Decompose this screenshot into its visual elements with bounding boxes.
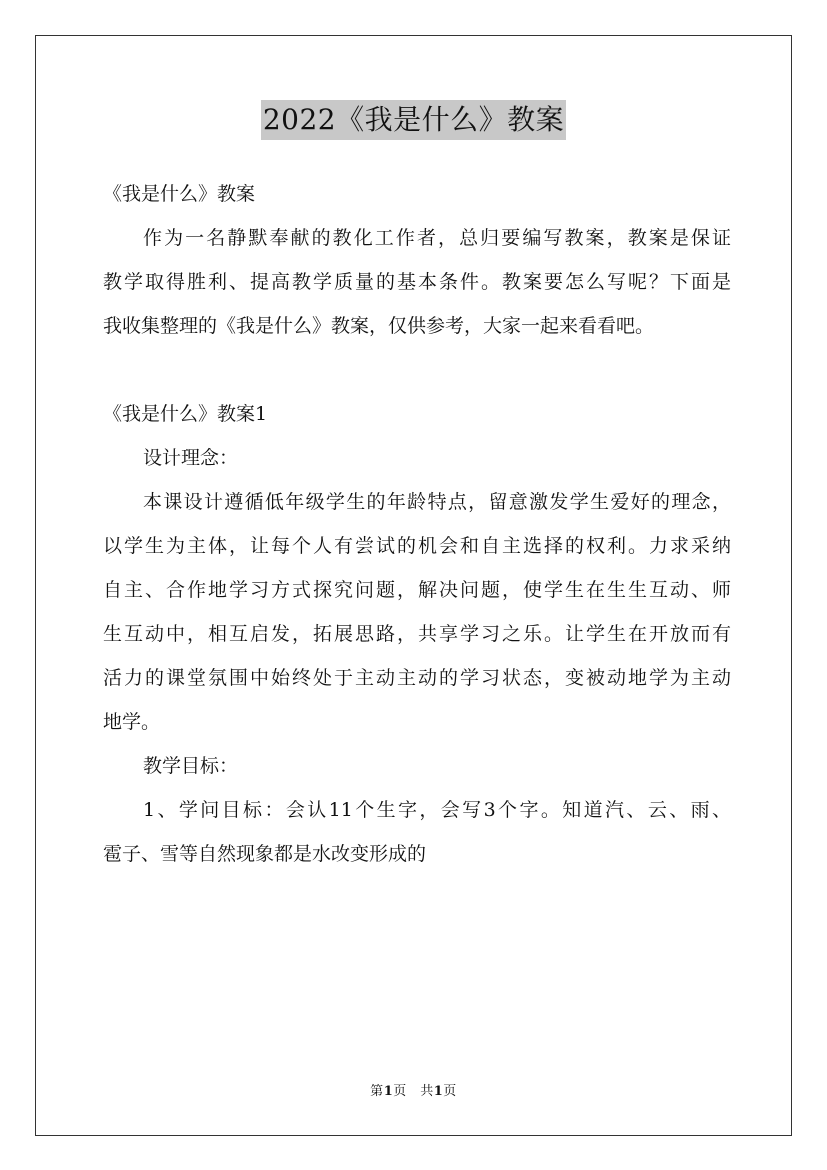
goal-line: 1、学问目标：会认11个生字，会写3个字。知道汽、云、雨、 [143,799,731,821]
footer-page-current: 1 [383,1084,394,1099]
design-line: 本课设计遵循低年级学生的年龄特点，留意激发学生爱好的理念， [143,491,731,513]
goal-line: 雹子、雪等自然现象都是水改变形成的 [103,843,427,865]
footer-mid: 页 共 [393,1084,434,1099]
design-line: 活力的课堂氛围中始终处于主动主动的学习状态，变被动地学为主动 [103,667,731,689]
footer-page-total: 1 [433,1084,444,1099]
subtitle: 《我是什么》教案 [103,183,256,205]
footer-prefix: 第 [370,1084,384,1099]
intro-line: 教学取得胜利、提高教学质量的基本条件。教案要怎么写呢？下面是 [103,271,731,293]
title-container [0,100,827,140]
document-body [103,172,731,876]
document-title: 2022《我是什么》教案 [261,100,566,140]
page-footer [0,1083,827,1101]
footer-suffix: 页 [443,1084,457,1099]
intro-line: 作为一名静默奉献的教化工作者，总归要编写教案，教案是保证 [143,227,731,249]
goals-label: 教学目标： [143,755,239,777]
intro-line: 我收集整理的《我是什么》教案，仅供参考，大家一起来看看吧。 [103,315,655,337]
design-label: 设计理念： [143,447,239,469]
design-line: 自主、合作地学习方式探究问题，解决问题，使学生在生生互动、师 [103,579,731,601]
design-line: 以学生为主体，让每个人有尝试的机会和自主选择的权利。力求采纳 [103,535,731,557]
section-heading: 《我是什么》教案1 [103,403,268,425]
blank-line [103,348,731,392]
design-line: 地学。 [103,711,161,733]
design-line: 生互动中，相互启发，拓展思路，共享学习之乐。让学生在开放而有 [103,623,731,645]
